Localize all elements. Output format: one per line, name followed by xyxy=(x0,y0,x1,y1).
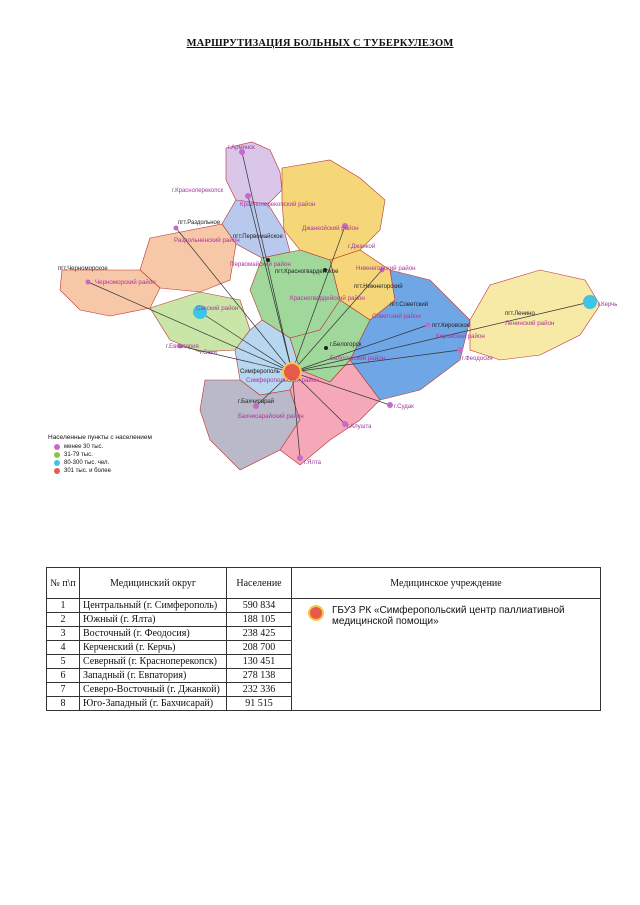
district-label: Раздольненский район xyxy=(174,237,240,244)
city-label: пгт.Черноморское xyxy=(58,266,108,272)
row-okrug: Центральный (г. Симферополь) xyxy=(80,599,227,613)
legend-dot xyxy=(54,460,60,466)
region-bakhchisaray xyxy=(200,380,300,470)
row-okrug: Северо-Восточный (г. Джанкой) xyxy=(80,683,227,697)
city-label: г.Армянск xyxy=(228,145,255,151)
header-okrug: Медицинский округ xyxy=(80,568,227,599)
city-label: пгт.Нижнегорский xyxy=(354,284,403,290)
center-icon xyxy=(308,605,324,621)
city-label: г.Феодосия xyxy=(462,356,493,362)
district-label: Красноперекопский район xyxy=(240,201,316,208)
header-inst: Медицинское учреждение xyxy=(292,568,601,599)
city-label: г.Белогорск xyxy=(330,342,362,348)
legend-item xyxy=(48,467,166,475)
district-label: Черноморский район xyxy=(95,279,156,286)
city-label: пгт.Первомайское xyxy=(233,234,283,240)
city-marker xyxy=(324,346,328,350)
city-label: пгт.Раздольное xyxy=(178,220,221,226)
row-okrug: Западный (г. Евпатория) xyxy=(80,669,227,683)
city-label: пгт.Ленино xyxy=(505,311,535,317)
city-label: г.Евпатория xyxy=(166,344,199,350)
row-pop: 232 336 xyxy=(227,683,292,697)
city-label: г.Керчь xyxy=(598,302,618,308)
city-label: пгт.Советский xyxy=(390,302,429,308)
row-okrug: Юго-Западный (г. Бахчисарай) xyxy=(80,697,227,711)
district-label: Нижнегорский район xyxy=(356,265,416,272)
row-pop: 188 105 xyxy=(227,613,292,627)
row-pop: 91 515 xyxy=(227,697,292,711)
city-marker xyxy=(245,193,251,199)
legend-label: 80-300 тыс. чел. xyxy=(64,460,110,466)
legend-title: Населенные пункты с населением xyxy=(48,434,152,441)
row-num: 3 xyxy=(47,627,80,641)
row-pop: 278 138 xyxy=(227,669,292,683)
page-title: МАРШРУТИЗАЦИЯ БОЛЬНЫХ С ТУБЕРКУЛЕЗОМ xyxy=(186,38,454,49)
city-label: г.Саки xyxy=(200,350,217,356)
row-num: 6 xyxy=(47,669,80,683)
city-label: г.Бахчисарай xyxy=(238,399,275,405)
city-label: г.Джанкой xyxy=(348,244,376,250)
table-row xyxy=(47,599,601,613)
city-label: пгт.Кировское xyxy=(432,323,471,329)
legend-item xyxy=(48,443,166,451)
row-num: 2 xyxy=(47,613,80,627)
row-okrug: Южный (г. Ялта) xyxy=(80,613,227,627)
district-label: Джанкойский район xyxy=(302,225,359,232)
row-pop: 590 834 xyxy=(227,599,292,613)
row-okrug: Восточный (г. Феодосия) xyxy=(80,627,227,641)
row-pop: 130 451 xyxy=(227,655,292,669)
legend-dot xyxy=(54,452,60,458)
district-label: Бахчисарайский район xyxy=(238,413,304,420)
city-marker xyxy=(457,347,463,353)
region-chernomorskoe xyxy=(60,270,160,316)
legend-item xyxy=(48,451,166,459)
district-label: Кировский район xyxy=(436,333,485,340)
institution-name: ГБУЗ РК «Симферопольский центр паллиативной медицинской помощи» xyxy=(332,605,565,627)
district-label: Симферопольский район xyxy=(246,377,319,384)
district-label: Белогорский район xyxy=(330,355,386,362)
district-label: Сакский район xyxy=(196,305,239,312)
district-label: Ленинский район xyxy=(505,320,555,327)
legend-dot xyxy=(54,468,60,474)
row-okrug: Керченский (г. Керчь) xyxy=(80,641,227,655)
city-label: г.Красноперекопск xyxy=(172,188,224,194)
legend-label: менее 30 тыс. xyxy=(64,444,104,450)
city-marker xyxy=(86,280,91,285)
legend-dot xyxy=(54,444,60,450)
row-num: 8 xyxy=(47,697,80,711)
legend-item xyxy=(48,459,166,467)
city-label: г.Судак xyxy=(394,404,414,410)
city-marker xyxy=(174,226,179,231)
routing-table xyxy=(46,567,601,711)
city-marker xyxy=(583,295,597,309)
row-pop: 208 700 xyxy=(227,641,292,655)
row-num: 5 xyxy=(47,655,80,669)
row-pop: 238 425 xyxy=(227,627,292,641)
row-num: 1 xyxy=(47,599,80,613)
city-label: г.Алушта xyxy=(347,424,372,430)
map-legend xyxy=(48,434,166,490)
city-label: г.Ялта xyxy=(304,460,321,466)
city-marker xyxy=(426,323,431,328)
district-label: Первомайский район xyxy=(230,261,291,268)
city-marker xyxy=(297,455,303,461)
institution-cell xyxy=(292,599,601,711)
district-label: Советский район xyxy=(372,313,421,320)
city-label: Симферополь xyxy=(240,369,280,375)
district-label: Красногвардейский район xyxy=(290,295,365,302)
region-north xyxy=(226,142,282,208)
row-okrug: Северный (г. Красноперекопск) xyxy=(80,655,227,669)
row-num: 4 xyxy=(47,641,80,655)
header-num: № п\п xyxy=(47,568,80,599)
table-header-row xyxy=(47,568,601,599)
header-pop: Население xyxy=(227,568,292,599)
legend-label: 301 тыс. и более xyxy=(64,468,111,474)
legend-label: 31-79 тыс. xyxy=(64,452,93,458)
city-label: пгт.Красногвардейское xyxy=(275,269,339,275)
row-num: 7 xyxy=(47,683,80,697)
city-marker xyxy=(387,402,393,408)
